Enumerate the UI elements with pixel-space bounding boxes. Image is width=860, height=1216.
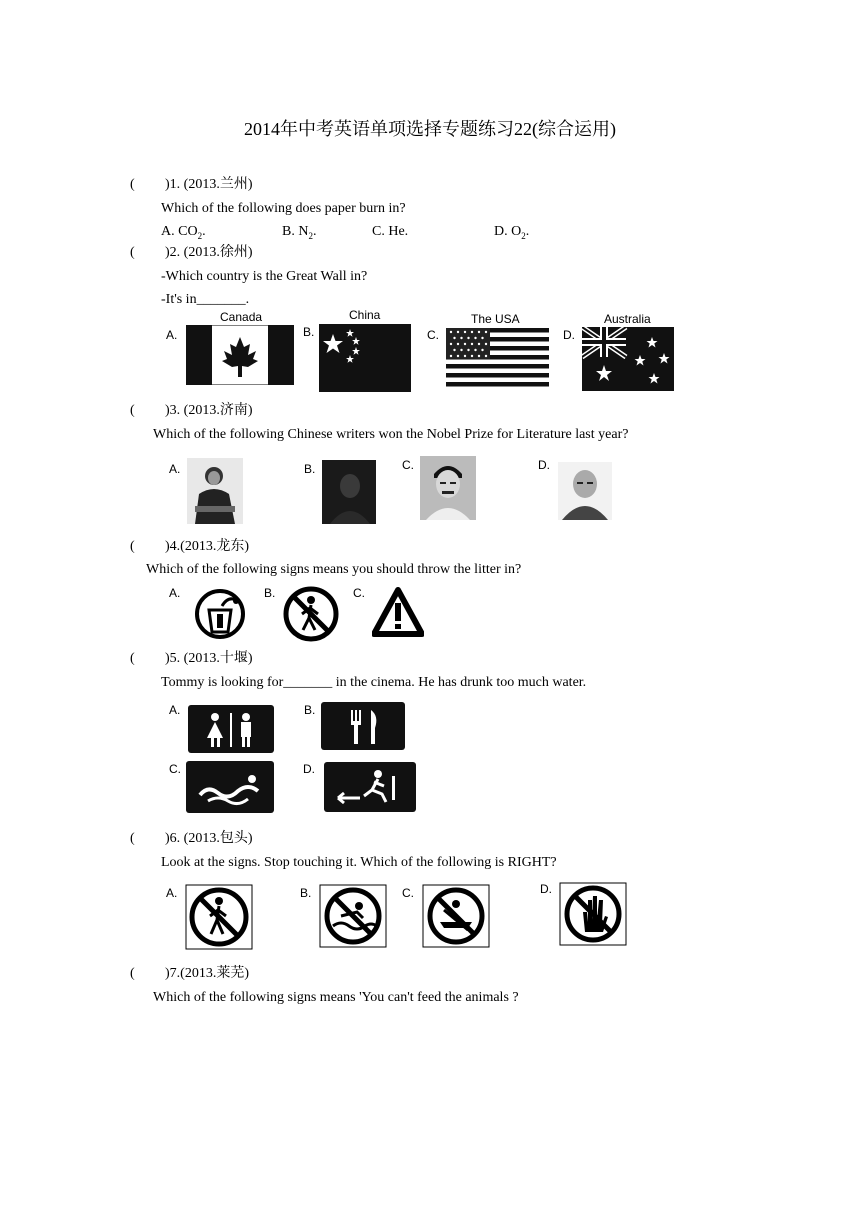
option-letter: B.	[264, 586, 276, 600]
no-walking-sign	[185, 884, 253, 950]
option-letter: A.	[169, 586, 181, 600]
option-letter: D.	[538, 458, 550, 472]
flag-caption: Australia	[604, 312, 651, 326]
no-walking-sign	[283, 586, 339, 642]
question-number: )5. (2013.十堰)	[165, 651, 253, 666]
writer-photo-d	[558, 462, 612, 520]
page-title: 2014年中考英语单项选择专题练习22(综合运用)	[244, 119, 616, 139]
option-letter: A.	[169, 703, 181, 717]
question-line: -Which country is the Great Wall in?	[161, 269, 368, 284]
china-flag-image	[319, 324, 411, 392]
option-letter: B.	[304, 703, 316, 717]
writer-photo-a	[187, 458, 243, 524]
question-stem: Which of the following does paper burn in?	[161, 201, 406, 216]
option-letter: B.	[304, 462, 316, 476]
option-letter: A.	[169, 462, 181, 476]
option-b: B. $N_2$.	[282, 224, 317, 241]
option-letter: B.	[300, 886, 312, 900]
exit-sign	[324, 762, 416, 812]
option-letter: C.	[402, 886, 414, 900]
no-touching-sign	[559, 882, 627, 946]
answer-paren: (	[130, 831, 135, 846]
flag-caption: China	[349, 308, 381, 322]
answer-paren: (	[130, 177, 135, 192]
flag-caption: The USA	[471, 312, 520, 326]
question-stem: Which of the following signs means you should throw the litter in?	[146, 562, 522, 577]
option-letter: A.	[166, 328, 178, 342]
toilet-sign	[188, 705, 274, 753]
option-letter: C.	[427, 328, 439, 342]
australia-flag-image	[582, 327, 674, 391]
option-letter: D.	[540, 882, 552, 896]
option-a: A. $CO_2$.	[161, 224, 206, 241]
question-stem: Look at the signs. Stop touching it. Which of the following is RIGHT?	[161, 855, 557, 870]
flag-caption: Canada	[220, 310, 263, 324]
usa-flag-image	[446, 328, 549, 387]
litter-bin-sign	[192, 588, 248, 640]
option-letter: A.	[166, 886, 178, 900]
no-swimming-sign	[319, 884, 387, 948]
option-letter: C.	[353, 586, 365, 600]
answer-paren: (	[130, 403, 135, 418]
swimming-sign	[186, 761, 274, 813]
answer-paren: (	[130, 651, 135, 666]
no-boating-sign	[422, 884, 490, 948]
question-stem: Tommy is looking for_______ in the cinema. He has drunk too much water.	[161, 675, 587, 690]
question-number: )3. (2013.济南)	[165, 403, 253, 418]
option-letter: B.	[303, 325, 315, 339]
question-stem: Which of the following signs means 'You can't feed the animals ?	[153, 990, 519, 1005]
restaurant-sign	[321, 702, 405, 750]
answer-paren: (	[130, 539, 135, 554]
question-number: )7.(2013.莱芜)	[165, 966, 249, 981]
question-number: )6. (2013.包头)	[165, 831, 253, 846]
question-number: )4.(2013.龙东)	[165, 539, 249, 554]
option-letter: C.	[169, 762, 181, 776]
option-c: C. He.	[372, 224, 409, 239]
writer-photo-c	[420, 456, 476, 520]
question-number: )2. (2013.徐州)	[165, 245, 253, 260]
option-d: D. $O_2$.	[494, 224, 530, 241]
question-stem: Which of the following Chinese writers won the Nobel Prize for Literature last year?	[153, 427, 629, 442]
option-letter: D.	[563, 328, 575, 342]
warning-sign	[372, 587, 424, 637]
answer-paren: (	[130, 966, 135, 981]
question-line: -It's in_______.	[161, 292, 250, 307]
option-letter: D.	[303, 762, 315, 776]
answer-paren: (	[130, 245, 135, 260]
writer-photo-b	[322, 460, 376, 524]
canada-flag-image	[186, 325, 294, 385]
option-letter: C.	[402, 458, 414, 472]
question-number: )1. (2013.兰州)	[165, 177, 253, 192]
